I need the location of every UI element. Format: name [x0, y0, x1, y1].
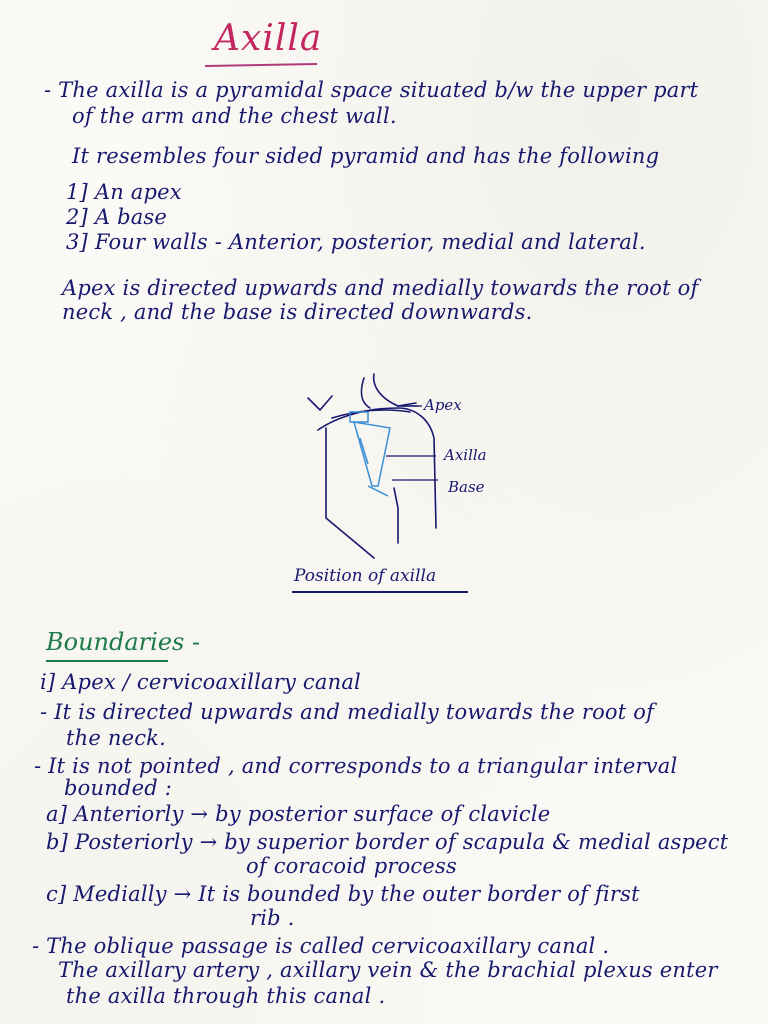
intro-item-2: 2] A base — [66, 205, 168, 229]
diagram-caption: Position of axilla — [294, 566, 437, 586]
chest-outline — [326, 428, 374, 558]
diagram-label-apex: Apex — [424, 396, 462, 414]
boundaries-underline — [46, 660, 168, 662]
boundaries-line-5: bounded : — [64, 776, 172, 800]
boundaries-line-8: of coracoid process — [246, 854, 457, 878]
diagram-label-base: Base — [448, 478, 485, 496]
boundaries-line-7: b] Posteriorly → by superior border of scapula & medial aspect — [46, 830, 729, 854]
boundaries-line-10: rib . — [250, 906, 295, 930]
diagram-label-axilla: Axilla — [444, 446, 487, 464]
caption-underline — [292, 591, 468, 593]
axilla-diagram — [298, 368, 508, 568]
intro-item-3: 3] Four walls - Anterior, posterior, medial and lateral. — [66, 230, 646, 254]
boundaries-line-1: i] Apex / cervicoaxillary canal — [40, 670, 361, 694]
boundaries-line-3: the neck. — [66, 726, 166, 750]
boundaries-line-13: the axilla through this canal . — [66, 984, 386, 1008]
intro-line-3: It resembles four sided pyramid and has the following — [72, 144, 660, 168]
boundaries-heading: Boundaries - — [46, 628, 201, 656]
title-underline — [205, 63, 317, 67]
boundaries-line-4: - It is not pointed , and corresponds to a triangular interval — [34, 754, 678, 778]
neck-notch-icon — [308, 396, 332, 410]
axilla-highlight — [350, 412, 390, 496]
boundaries-line-12: The axillary artery , axillary vein & the brachial plexus enter — [58, 958, 718, 982]
boundaries-line-6: a] Anteriorly → by posterior surface of clavicle — [46, 802, 551, 826]
boundaries-line-2: - It is directed upwards and medially towards the root of — [40, 700, 655, 724]
boundaries-line-11: - The oblique passage is called cervicoaxillary canal . — [32, 934, 610, 958]
arm-outline — [394, 488, 398, 543]
boundaries-line-9: c] Medially → It is bounded by the outer border of first — [46, 882, 640, 906]
intro-item-1: 1] An apex — [66, 180, 182, 204]
intro-line-5: neck , and the base is directed downwards. — [62, 300, 533, 324]
neck-line — [362, 378, 370, 408]
intro-line-1: - The axilla is a pyramidal space situated b/w the upper part — [44, 78, 699, 102]
intro-line-4: Apex is directed upwards and medially towards the root of — [62, 276, 699, 300]
intro-line-2: of the arm and the chest wall. — [72, 104, 397, 128]
page-title: Axilla — [214, 18, 323, 59]
